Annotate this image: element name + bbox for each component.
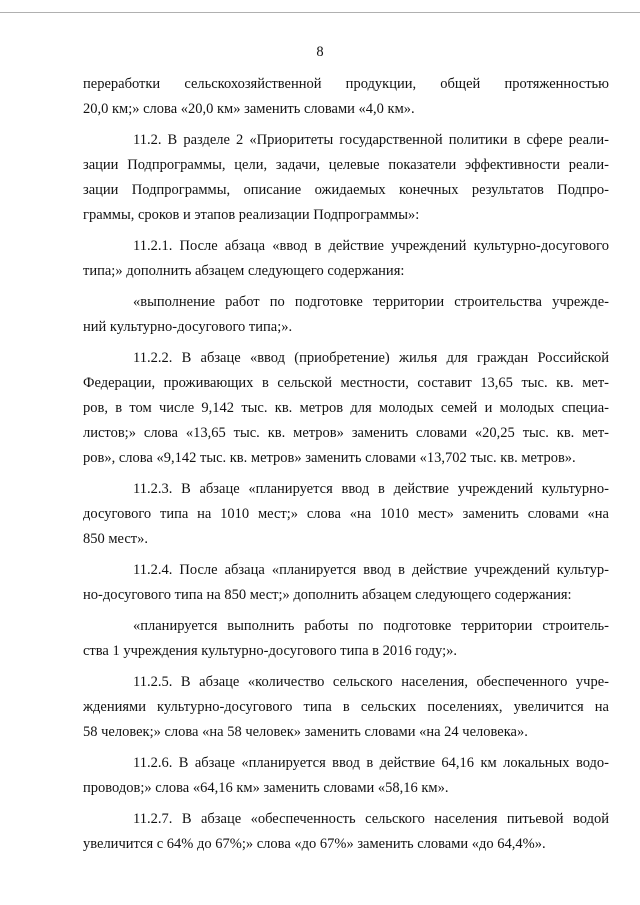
paragraph bbox=[83, 751, 609, 801]
text-line: 11.2.3. В абзаце «планируется ввод в действие учреждений культурно- bbox=[133, 481, 609, 497]
text-line: Федерации, проживающих в сельской местности, составит 13,65 тыс. кв. мет- bbox=[83, 375, 609, 391]
text-line: переработки сельскохозяйственной продукции, общей протяженностью bbox=[83, 76, 609, 92]
text-line: 11.2.1. После абзаца «ввод в действие учреждений культурно-досугового bbox=[133, 238, 609, 254]
paragraph bbox=[83, 128, 609, 228]
text-line: ний культурно-досугового типа;». bbox=[83, 319, 293, 335]
paragraph bbox=[83, 614, 609, 664]
text-line: ждениями культурно-досугового типа в сельских поселениях, увеличится на bbox=[83, 699, 609, 715]
paragraph bbox=[83, 558, 609, 608]
paragraph bbox=[83, 477, 609, 552]
text-line: 11.2.4. После абзаца «планируется ввод в действие учреждений культур- bbox=[133, 562, 609, 578]
text-line: зации Подпрограммы, описание ожидаемых конечных результатов Подпро- bbox=[83, 182, 609, 198]
text-line: зации Подпрограммы, цели, задачи, целевые показатели эффективности реали- bbox=[83, 157, 609, 173]
text-line: типа;» дополнить абзацем следующего содержания: bbox=[83, 263, 405, 279]
text-line: но-досугового типа на 850 мест;» дополнить абзацем следующего содержания: bbox=[83, 587, 572, 603]
text-line: проводов;» слова «64,16 км» заменить словами «58,16 км». bbox=[83, 780, 449, 796]
text-line: ров», слова «9,142 тыс. кв. метров» заменить словами «13,702 тыс. кв. метров». bbox=[83, 450, 576, 466]
text-line: 11.2.5. В абзаце «количество сельского населения, обеспеченного учре- bbox=[133, 674, 609, 690]
text-line: 11.2.7. В абзаце «обеспеченность сельского населения питьевой водой bbox=[133, 811, 609, 827]
paragraph bbox=[83, 72, 609, 122]
page-number: 8 bbox=[316, 44, 324, 60]
text-line: «планируется выполнить работы по подготовке территории строитель- bbox=[133, 618, 609, 634]
text-line: 11.2.2. В абзаце «ввод (приобретение) жилья для граждан Российской bbox=[133, 350, 609, 366]
text-line: досугового типа на 1010 мест;» слова «на 1010 мест» заменить словами «на bbox=[83, 506, 609, 522]
paragraph bbox=[83, 807, 609, 857]
text-line: увеличится с 64% до 67%;» слова «до 67%» заменить словами «до 64,4%». bbox=[83, 836, 546, 852]
text-line: граммы, сроков и этапов реализации Подпрограммы»: bbox=[83, 207, 420, 223]
text-line: «выполнение работ по подготовке территории строительства учрежде- bbox=[133, 294, 609, 310]
text-line: 58 человек;» слова «на 58 человек» заменить словами «на 24 человека». bbox=[83, 724, 528, 740]
text-line: 11.2.6. В абзаце «планируется ввод в действие 64,16 км локальных водо- bbox=[133, 755, 609, 771]
text-line: 850 мест». bbox=[83, 531, 148, 547]
text-line: ства 1 учреждения культурно-досугового типа в 2016 году;». bbox=[83, 643, 458, 659]
scan-top-border bbox=[0, 12, 640, 13]
text-line: 11.2. В разделе 2 «Приоритеты государственной политики в сфере реали- bbox=[133, 132, 609, 148]
text-line: ров, в том числе 9,142 тыс. кв. метров для молодых семей и молодых специа- bbox=[83, 400, 609, 416]
paragraph bbox=[83, 670, 609, 745]
paragraph bbox=[83, 234, 609, 284]
document-body bbox=[83, 72, 609, 857]
paragraph bbox=[83, 346, 609, 471]
paragraph bbox=[83, 290, 609, 340]
text-line: 20,0 км;» слова «20,0 км» заменить словами «4,0 км». bbox=[83, 101, 415, 117]
text-line: листов;» слова «13,65 тыс. кв. метров» заменить словами «20,25 тыс. кв. мет- bbox=[83, 425, 609, 441]
